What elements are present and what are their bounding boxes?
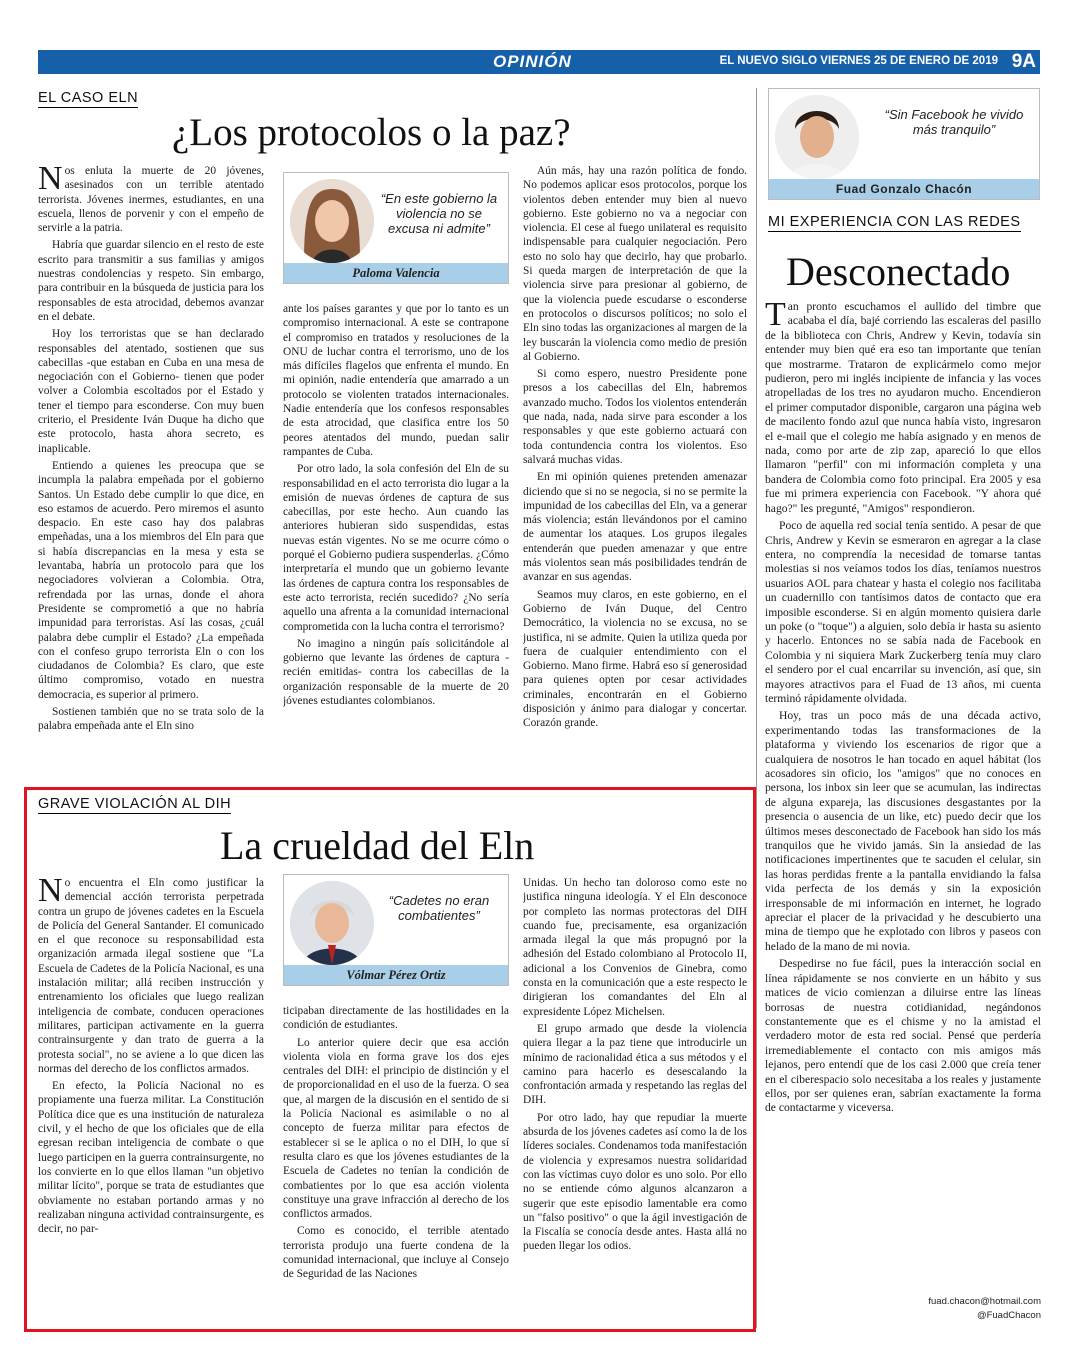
paragraph: No imagino a ningún país solicitándole al gobierno que levante las órdenes de captura -recién emitidas- contra los cabecillas de la organización responsable de la muerte de 20 jóvenes estudiantes colombianos. [283,637,509,708]
paragraph: Tan pronto escuchamos el aullido del timbre que acababa el día, bajé corriendo las escaleras del pasillo de la biblioteca con Chris, Andrew y Kevin, todavía sin entender muy bien qué era eso tan importante que tenían que mostrarme. Trataron de explicármelo como mejor pudieron, pero mi inglés incipiente de infancia y las voces atropelladas de los tres no ayudaron mucho. Encendieron el primer computador disponible, cargaron una página web de macilento fondo azul que nunca había visto, ingresaron el e-mail que el colegio me había asignado y en menos de nada, como por arte de zip zap, apareció lo que ellos llamaron "perfil" con mi información completa y una bandera de Colombia como foto principal. Era 2005 y esa fue mi primera experiencia con Facebook. "Y ahora qué hago?" les pregunté, "Amigos" respondieron. [765,300,1041,515]
author-quote-box [283,172,509,284]
paragraph: Aún más, hay una razón política de fondo. No podemos aplicar esos protocolos, porque los violentos deben entender muy bien al nuevo gobierno. Este gobierno no va a negociar con violencia. El cese al fuego unilateral es requisito indispensable para cualquier negociación. Pero esto no solo hay que decirlo, hay que probarlo. Si queda margen de interpretación de que la violencia sirve para presionar al gobierno, de que la violencia puede escudarse o esconderse en protocolos o discursos políticos; no solo el Eln sino todas las organizaciones al margen de la ley buscarán la violencia como medio de presión al Gobierno. [523,165,747,363]
paragraph: En mi opinión quienes pretenden amenazar diciendo que si no se negocia, si no se permite la impunidad de los cabecillas del Eln, va a generar más violencia; están llevándonos por el camino de aumentar los ataques. Los grupos ilegales entenderán que pueden amenazar y que entre más violentos sean más posibilidades tendrán de avanzar en sus agendas. [523,471,747,584]
article2-headline: La crueldad del Eln [220,823,535,868]
article1-column-1 [38,164,264,782]
paragraph: Nos enluta la muerte de 20 jóvenes, asesinados con un terrible atentado terrorista. Jóvenes inermes, estudiantes, en una escuela, llenos de porvenir y con el empeño de servirle a la patria. [38,164,264,235]
drop-cap: N [38,164,63,197]
paragraph: Seamos muy claros, en este gobierno, en el Gobierno de Iván Duque, del Centro Democrático, la violencia no se excusa, no se justifica, ni se admite. Quien la utiliza queda por fuera de cualquier entendimiento con el Gobierno. Mano firme. Habrá eso sí generosidad para quienes opten por cesar actividades criminales, encontrarán en el Gobierno disposición y ánimo para dialogar y concertar. Corazón grande. [523,588,747,730]
author-name: Paloma Valencia [284,263,508,283]
section-title: OPINIÓN [493,52,572,71]
paragraph: En efecto, la Policía Nacional no es propiamente una fuerza militar. La Constitución Política dice que es una institución de naturaleza civil, y el hecho de que los oficiales que de ella egresan reciban inteligencia de combate o que luego participen en la guerra contrainsurgente, no los convierte en lo que ellos llaman "un objetivo militar lícito", porque se trata de estudiantes que obviamente no estaban portando armas y no realizaban ninguna actividad contrainsurgente, es decir, no par- [38,1080,264,1236]
article2-column-3 [523,876,747,1316]
paragraph: Hoy los terroristas que se han declarado responsables del atentado, sostienen que sus cabecillas -que estaban en Cuba en una mesa de negociación con el Gobierno- tienen que poder volver a Colombia escoltados por el Estado y tener el tiempo para esconderse. Con muy buen criterio, el Presidente Iván Duque ha dicho que este protocolo, hasta ahora secreto, es inaplicable. [38,328,264,455]
paragraph: Poco de aquella red social tenía sentido. A pesar de que Chris, Andrew y Kevin se esmeraron en agregar a la clase entera, no comprendía la necesidad de tomarse tantas molestias si nos veíamos todos los días, teníamos nuestros usuarios AOL para chatear y hasta el colegio nos facilitaba un cuadernillo con tantísimos datos de contacto que era imposible esconderse. Si en algún momento quisiera darle un poke (o "toque") a alguien, solo debía ir hasta su asiento y hacerlo. Entonces no se sabía nada de Facebook en Colombia y ni siquiera Mark Zuckerberg tenía muy claro el sendero por el cual encarrilar su invención, así que, sin mayores atractivos para el Fuad de 13 años, mi cuenta terminó rápidamente olvidada. [765,519,1041,705]
author-photo [290,179,374,263]
drop-cap: N [38,876,63,909]
author-name: Fuad Gonzalo Chacón [769,179,1039,199]
paragraph: Por otro lado, hay que repudiar la muerte absurda de los jóvenes cadetes así como la de los líderes sociales. Condenamos toda manifestación de violencia y expresamos nuestra solidaridad con las víctimas cuyo dolor es uno solo. Por ello no se entiende cómo algunos alcanzaron a sugerir que este episodio lamentable era como un "falso positivo" o que la ágil investigación de la Fiscalía se conocía desde antes. Hasta allá no pueden llegar los odios. [523,1111,747,1253]
article3-headline: Desconectado [786,249,1011,294]
pull-quote: “En este gobierno la violencia no se excusa ni admite” [380,191,498,236]
pull-quote: “Sin Facebook he vivido más tranquilo” [884,107,1024,137]
paragraph: ante los países garantes y que por lo tanto es un compromiso internacional. A este se contrapone el compromiso en tratados y resoluciones de la ONU de luchar contra el terrorismo, uno de los más difíciles flagelos que enfrenta el mundo. En mi opinión, nadie entendería que amarrado a un protocolo se violenten tratados internacionales. Nadie entendería que los confesos responsables de esta atrocidad, que clasifica entre los 50 peores atentados del mundo, puedan salir rampantes de Cuba. [283,303,509,458]
article1-headline: ¿Los protocolos o la paz? [172,111,571,154]
article1-column-2 [283,302,509,782]
article3-kicker: MI EXPERIENCIA CON LAS REDES [768,214,1021,230]
paper-date: EL NUEVO SIGLO VIERNES 25 DE ENERO DE 2019 [719,55,998,67]
article2-column-2 [283,1004,509,1316]
paragraph: Entiendo a quienes les preocupa que se incumpla la palabra empeñada por el gobierno Santos. Un Estado debe cumplir lo que dice, en eso estamos de acuerdo. Pero miremos el asunto despacio. En este caso hay dos palabras empeñadas, una a los miembros del Eln para que si había discrepancias en la mesa y esta se levantaba, habría un protocolo para que los negociadores volvieran a Colombia. Otra, refrendada por las urnas, donde el ahora Presidente se comprometió a que no habría impunidad para terroristas. Así las cosas, ¿cuál palabra debe cumplir el Estado? ¿La empeñada con el confeso grupo terrorista Eln o con los ciudadanos de Colombia? Es claro, que este último compromiso, votado en nuestra democracia, es superior al primero. [38,459,264,701]
column-divider [756,88,757,1328]
article2-column-1 [38,876,264,1316]
paragraph: Por otro lado, la sola confesión del Eln de su responsabilidad en el acto terrorista dio lugar a la emisión de nuevas órdenes de captura de sus cabecillas, por este hecho. Aun cuando las anteriores hubieran sido suspendidas, estas nuevas están vigentes. No se me ocurre cómo o porqué el Gobierno pudiera suspenderlas. ¿Cómo interpretaría el mundo que un gobierno levante las órdenes de captura contra los responsables de este acto terrorista, recién sucedido? ¿No sería aquello una afrenta a la comunidad internacional comprometida con la lucha contra el terrorismo? [283,463,509,633]
paragraph: Como es conocido, el terrible atentado terrorista produjo una fuerte condena de la comunidad internacional, que incluye al Consejo de Seguridad de las Naciones [283,1225,509,1281]
paragraph: Lo anterior quiere decir que esa acción violenta viola en forma grave los dos ejes centrales del DIH: el principio de distinción y el de proporcionalidad en el uso de la fuerza. O sea que, al margen de la discusión en el sentido de si la Policía Nacional es asimilable o no al concepto de fuerza militar para efectos de establecer si se le aplica o no el DIH, lo que sí resulta claro es que los jóvenes estudiantes de la Escuela de Cadetes no tenían la condición de combatientes por lo que esa acción violenta constituye una grave infracción al derecho de los conflictos armados. [283,1036,509,1221]
author-photo [775,95,859,179]
author-quote-box [283,874,509,986]
paragraph: ticipaban directamente de las hostilidades en la condición de estudiantes. [283,1005,509,1032]
paragraph: Si como espero, nuestro Presidente pone presos a los cabecillas del Eln, habremos avanzado mucho. Todos los violentos entenderán que nada, nada, nada sirve para esconder a los responsables y que este gobierno actuará con toda contundencia contra los violentos. Eso salvará muchas vidas. [523,368,747,466]
paragraph: Sostienen también que no se trata solo de la palabra empeñada ante el Eln sino [38,705,264,733]
article3-body [765,300,1041,1292]
author-twitter: @FuadChacon [976,1310,1041,1321]
pull-quote: “Cadetes no eran combatientes” [388,893,490,923]
section-masthead [38,50,1040,74]
article1-kicker: EL CASO ELN [38,90,139,106]
paragraph: Habría que guardar silencio en el resto de este escrito para transmitir a sus familias y amigos nuestras condolencias y respeto. Sin embargo, para contribuir en la búsqueda de justicia para los responsables de esta atrocidad, debemos avanzar en el debate. [38,239,264,323]
paragraph: No encuentra el Eln como justificar la demencial acción terrorista perpetrada contra un grupo de jóvenes cadetes en la Escuela de Policía del General Santander. El comunicado en el que reconoce su responsabilidad esta organización armada ilegal sostiene que "La Escuela de Cadetes de la Policía Nacional, es una instalación militar; allá reciben instrucción y entrenamiento los oficiales que luego realizan inteligencia de combate, conducen operaciones militares, participan activamente en la guerra contrainsurgente y dan trato de guerra a la protesta social", no se aviene a lo que dicen las normas del derecho de los conflictos armados. [38,876,264,1075]
author-name: Vólmar Pérez Ortiz [284,965,508,985]
paragraph: Hoy, tras un poco más de una década activo, experimentando todas las transformaciones de la plataforma y viviendo los escenarios de rigor que a cualquiera de nosotros le han tocado en aquel hábitat (los acosadores sin oficio, los "amigos" que no conoces en persona, los inbox sin leer que se acumulan, las indirectas de alguna expareja, las discusiones desgastantes por la presencia o ausencia de un like, etc) puedo decir que los últimos meses desconectado de Facebook han sido los más tranquilos que he vivido jamás. Sin la ansiedad de las notificaciones impertinentes que te sacuden el celular, sin las horas perdidas frente a la pantalla envidiando la falsa vida perfecta de los demás y sin la exposición irresponsable de mi información en internet, he logrado apreciar el placer de la privacidad y he descubierto una mina de tiempo que he explotado con libros y paseos con helado de la mano de mi novia. [765,709,1041,953]
paragraph: Despedirse no fue fácil, pues la interacción social en línea rápidamente se nos convierte en un hábito y sus matices de vicio comienzan a diluirse entre las líneas borrosas de nuestra cotidianidad, negándonos constantemente que es el chisme y no la amistad el verdadero motor de esta red social. Pensé que perdería irremediablemente el contacto con mis amigos más lejanos, pero entendí que de los casi 2.000 que creía tener en el ciberespacio solo necesitaba a los reales y justamente ellos, por ser quienes eran, sabrían exactamente la forma de contactarme y viceversa. [765,957,1041,1115]
page-number: 9A [1011,51,1036,72]
drop-cap: T [765,300,786,333]
article2-kicker: GRAVE VIOLACIÓN AL DIH [38,796,232,812]
author-quote-box [768,88,1040,200]
paragraph: Unidas. Un hecho tan doloroso como este no justifica ninguna ideología. Y el Eln desconoce por completo las normas protectoras del DIH cuando fue, precisamente, esa organización armada ilegal la que más propugnó por la adhesión del Estado colombiano al Protocolo II, adicional a los Convenios de Ginebra, como consta en la comunicación que a este respecto le dirigieran los comandantes del Eln al expresidente López Michelsen. [523,877,747,1018]
author-email: fuad.chacon@hotmail.com [928,1296,1041,1307]
author-photo [290,881,374,965]
paragraph: El grupo armado que desde la violencia quiera llegar a la paz tiene que introducirle un mínimo de racionalidad ética a sus métodos y el camino para hacerlo es desescalando la confrontación armada y respetando las reglas del DIH. [523,1022,747,1107]
article1-column-3 [523,164,747,782]
